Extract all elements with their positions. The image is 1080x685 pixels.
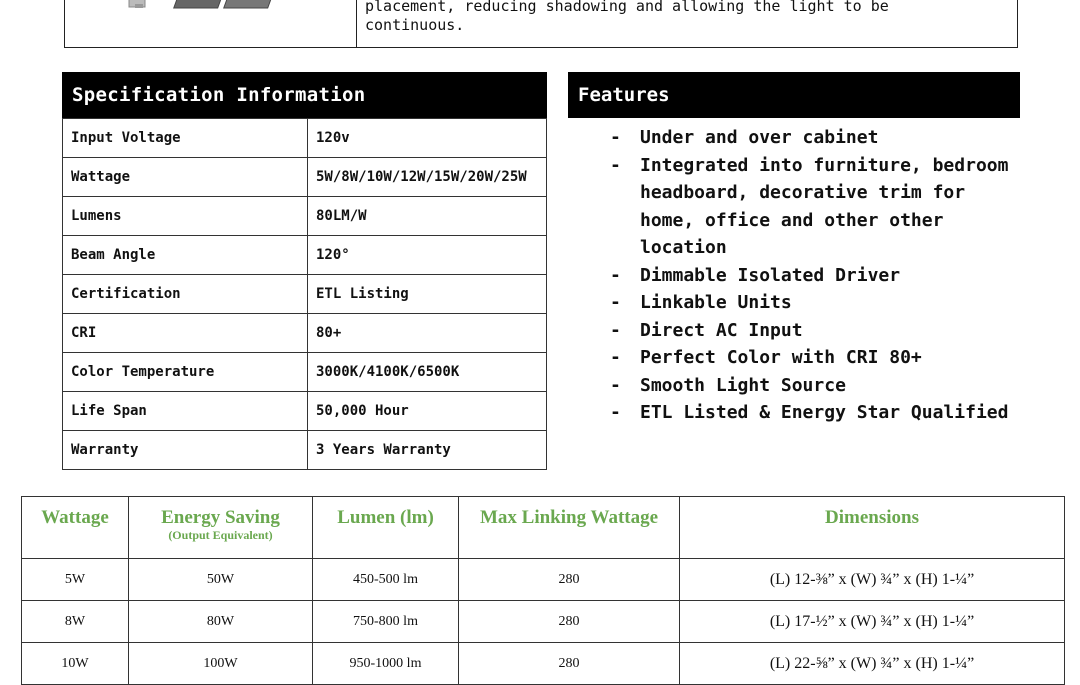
header-lumen: Lumen (lm) xyxy=(313,497,459,559)
product-cell-wattage: 10W xyxy=(22,643,129,685)
feature-dash: - xyxy=(610,347,621,368)
spec-row xyxy=(63,119,547,158)
feature-item xyxy=(568,399,1020,427)
product-table xyxy=(21,496,1065,685)
feature-text: Direct AC Input xyxy=(640,319,803,341)
spec-value: 50,000 Hour xyxy=(308,392,547,431)
spec-value: 3 Years Warranty xyxy=(308,431,547,470)
product-cell-max-linking: 280 xyxy=(459,643,680,685)
feature-item xyxy=(568,344,1020,372)
spec-row xyxy=(63,197,547,236)
product-cell-energy-saving: 100W xyxy=(129,643,313,685)
features-list xyxy=(568,124,1020,427)
product-cell-energy-saving: 80W xyxy=(129,601,313,643)
box-divider xyxy=(356,0,357,47)
product-cell-wattage: 5W xyxy=(22,559,129,601)
feature-item xyxy=(568,289,1020,317)
feature-dash: - xyxy=(610,264,621,286)
spec-value: 3000K/4100K/6500K xyxy=(308,353,547,392)
feature-text: ETL Listed & Energy Star Qualified xyxy=(640,402,1009,423)
header-wattage: Wattage xyxy=(22,497,129,559)
spec-label: Life Span xyxy=(63,392,308,431)
spec-label: CRI xyxy=(63,314,308,353)
feature-item xyxy=(568,317,1020,345)
spec-label: Wattage xyxy=(63,158,308,197)
feature-text: Perfect Color with CRI 80+ xyxy=(640,347,922,368)
product-cell-dimensions: (L) 12-⅜” x (W) ¾” x (H) 1-¼” xyxy=(680,559,1065,601)
feature-dash: - xyxy=(610,319,621,341)
feature-dash: - xyxy=(610,402,621,423)
feature-item xyxy=(568,124,1020,152)
spec-value: 120° xyxy=(308,236,547,275)
product-cell-dimensions: (L) 22-⅝” x (W) ¾” x (H) 1-¼” xyxy=(680,643,1065,685)
spec-row xyxy=(63,314,547,353)
product-cell-max-linking: 280 xyxy=(459,601,680,643)
product-row xyxy=(22,601,1065,643)
header-energy-saving-label: Energy Saving xyxy=(161,507,280,528)
product-row xyxy=(22,643,1065,685)
feature-text: Smooth Light Source xyxy=(640,374,846,396)
feature-text: Dimmable Isolated Driver xyxy=(640,264,901,286)
features-title: Features xyxy=(568,72,1020,118)
spec-label: Warranty xyxy=(63,431,308,470)
spec-label: Color Temperature xyxy=(63,353,308,392)
specification-section xyxy=(62,72,547,470)
spec-label: Beam Angle xyxy=(63,236,308,275)
product-row xyxy=(22,559,1065,601)
product-cell-lumen: 450-500 lm xyxy=(313,559,459,601)
header-dimensions: Dimensions xyxy=(680,497,1065,559)
header-energy-saving xyxy=(129,497,313,559)
spec-label: Input Voltage xyxy=(63,119,308,158)
header-max-linking: Max Linking Wattage xyxy=(459,497,680,559)
product-cell-wattage: 8W xyxy=(22,601,129,643)
spec-row xyxy=(63,353,547,392)
spec-label: Certification xyxy=(63,275,308,314)
spec-value: 80LM/W xyxy=(308,197,547,236)
feature-dash: - xyxy=(610,154,621,176)
spec-value: ETL Listing xyxy=(308,275,547,314)
spec-row xyxy=(63,431,547,470)
feature-text: Under and over cabinet xyxy=(640,127,879,148)
feature-item xyxy=(568,372,1020,400)
spec-label: Lumens xyxy=(63,197,308,236)
product-cell-energy-saving: 50W xyxy=(129,559,313,601)
product-cell-max-linking: 280 xyxy=(459,559,680,601)
spec-value: 120v xyxy=(308,119,547,158)
spec-row xyxy=(63,392,547,431)
specification-title: Specification Information xyxy=(62,72,547,118)
spec-value: 5W/8W/10W/12W/15W/20W/25W xyxy=(308,158,547,197)
header-energy-saving-sub: (Output Equivalent) xyxy=(168,528,273,542)
product-table-header-row xyxy=(22,497,1065,559)
feature-text: Integrated into furniture, bedroom headboard, decorative trim for home, office and other other location xyxy=(640,154,1009,258)
feature-dash: - xyxy=(610,292,621,313)
feature-item xyxy=(568,152,1020,262)
led-fixture-image xyxy=(95,0,315,13)
product-cell-lumen: 950-1000 lm xyxy=(313,643,459,685)
features-section xyxy=(568,72,1020,427)
spec-row xyxy=(63,236,547,275)
product-cell-dimensions: (L) 17-½” x (W) ¾” x (H) 1-¼” xyxy=(680,601,1065,643)
spec-row xyxy=(63,158,547,197)
feature-text: Linkable Units xyxy=(640,292,792,313)
feature-dash: - xyxy=(610,127,621,148)
product-cell-lumen: 750-800 lm xyxy=(313,601,459,643)
spec-row xyxy=(63,275,547,314)
product-description-text: placement, reducing shadowing and allowing the light to be continuous. xyxy=(365,0,889,34)
feature-item xyxy=(568,262,1020,290)
spec-value: 80+ xyxy=(308,314,547,353)
product-description-box xyxy=(64,0,1018,48)
feature-dash: - xyxy=(610,374,621,396)
specification-table xyxy=(62,118,547,470)
